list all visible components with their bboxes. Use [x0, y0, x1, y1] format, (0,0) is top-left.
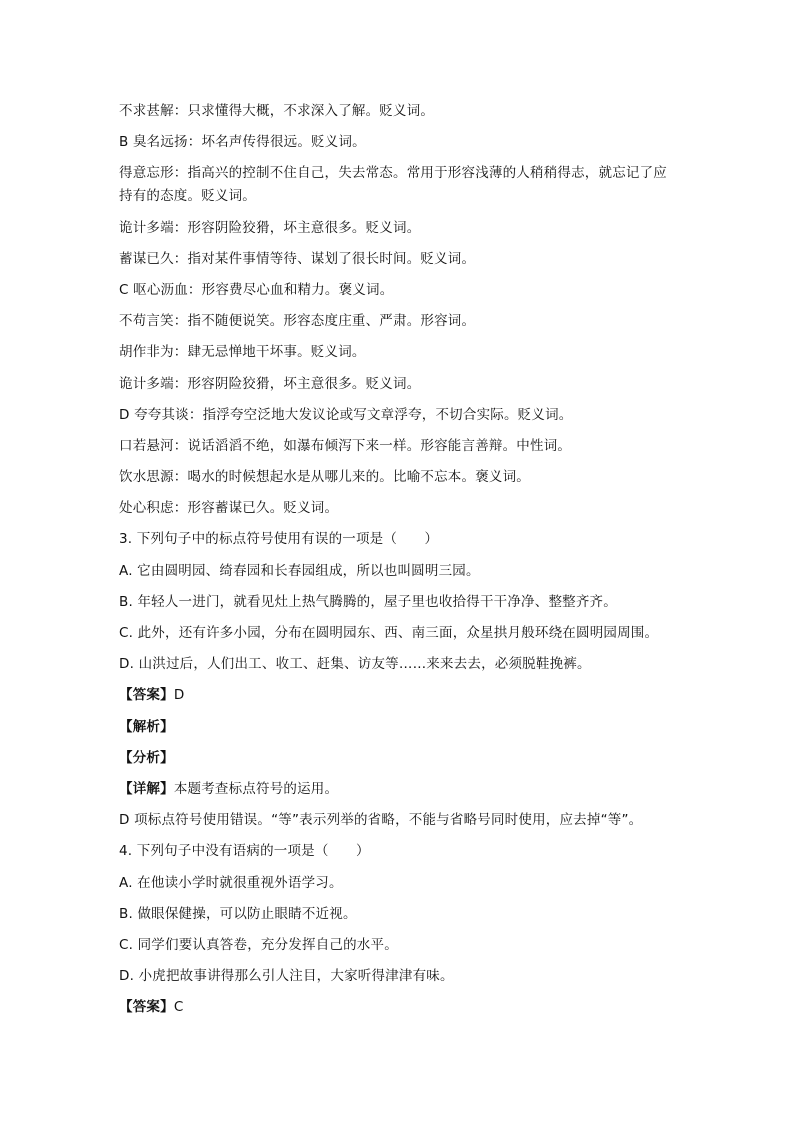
question-4-stem: 4. 下列句子中没有语病的一项是（ ）	[119, 843, 370, 860]
question-4-option-c: C. 同学们要认真答卷，充分发挥自己的水平。	[119, 936, 398, 953]
analysis-label: 【解析】	[119, 718, 174, 735]
detail-label: 【详解】	[119, 780, 174, 797]
text-line: C 呕心沥血：形容费尽心血和精力。褒义词。	[119, 281, 394, 298]
text-line: 胡作非为：肆无忌惮地干坏事。贬义词。	[119, 344, 366, 361]
question-3-option-d: D. 山洪过后，人们出工、收工、赶集、访友等……来来去去，必须脱鞋挽裤。	[119, 656, 591, 673]
question-4-answer	[119, 997, 689, 1017]
question-3-option-c: C. 此外，还有许多小园，分布在圆明园东、西、南三面，众星拱月般环绕在圆明园周围。	[119, 625, 659, 641]
text-line: 饮水思源：喝水的时候想起水是从哪儿来的。比喻不忘本。褒义词。	[119, 469, 530, 486]
answer-label: 【答案】	[119, 999, 174, 1016]
question-4-option-a: A. 在他读小学时就很重视外语学习。	[119, 874, 343, 891]
text-line: 不求甚解：只求懂得大概，不求深入了解。贬义词。	[119, 103, 435, 119]
text-line: 得意忘形：指高兴的控制不住自己，失去常态。常用于形容浅薄的人稍稍得志，就忘记了应	[119, 165, 667, 182]
question-4-option-d: D. 小虎把故事讲得那么引人注目，大家听得津津有味。	[119, 968, 454, 985]
question-3-explanation: D 项标点符号使用错误。“等”表示列举的省略，不能与省略号同时使用，应去掉“等”。	[119, 812, 643, 829]
text-line: 蓄谋已久：指对某件事情等待、谋划了很长时间。贬义词。	[119, 250, 476, 267]
document-page	[119, 101, 689, 1028]
text-line: 持有的态度。贬义词。	[119, 188, 256, 205]
fenxi-label: 【分析】	[119, 749, 174, 766]
answer-label: 【答案】	[119, 687, 174, 704]
question-3-answer	[119, 685, 689, 705]
text-line: 诡计多端：形容阴险狡猾，坏主意很多。贬义词。	[119, 375, 421, 392]
text-line: 口若悬河：说话滔滔不绝，如瀑布倾泻下来一样。形容能言善辩。中性词。	[119, 437, 572, 454]
detail-text: 本题考查标点符号的运用。	[173, 780, 339, 797]
text-line: 诡计多端：形容阴险狡猾，坏主意很多。贬义词。	[119, 219, 421, 236]
question-3-stem: 3. 下列句子中的标点符号使用有误的一项是（ ）	[119, 531, 439, 548]
question-4-option-b: B. 做眼保健操，可以防止眼睛不近视。	[119, 905, 357, 922]
text-line: 处心积虑：形容蓄谋已久。贬义词。	[119, 500, 339, 517]
answer-value: D	[173, 687, 185, 704]
text-line: 不苟言笑：指不随便说笑。形容态度庄重、严肃。形容词。	[119, 313, 476, 330]
answer-value: C	[173, 999, 184, 1016]
question-3-option-b: B. 年轻人一进门，就看见灶上热气腾腾的，屋子里也收拾得干干净净、整整齐齐。	[119, 593, 617, 610]
question-3-option-a: A. 它由圆明园、绮春园和长春园组成，所以也叫圆明三园。	[119, 562, 480, 579]
question-3-detail	[119, 779, 689, 799]
text-line: B 臭名远扬：坏名声传得很远。贬义词。	[119, 134, 366, 151]
text-line: D 夸夸其谈：指浮夸空泛地大发议论或写文章浮夸，不切合实际。贬义词。	[119, 406, 573, 423]
